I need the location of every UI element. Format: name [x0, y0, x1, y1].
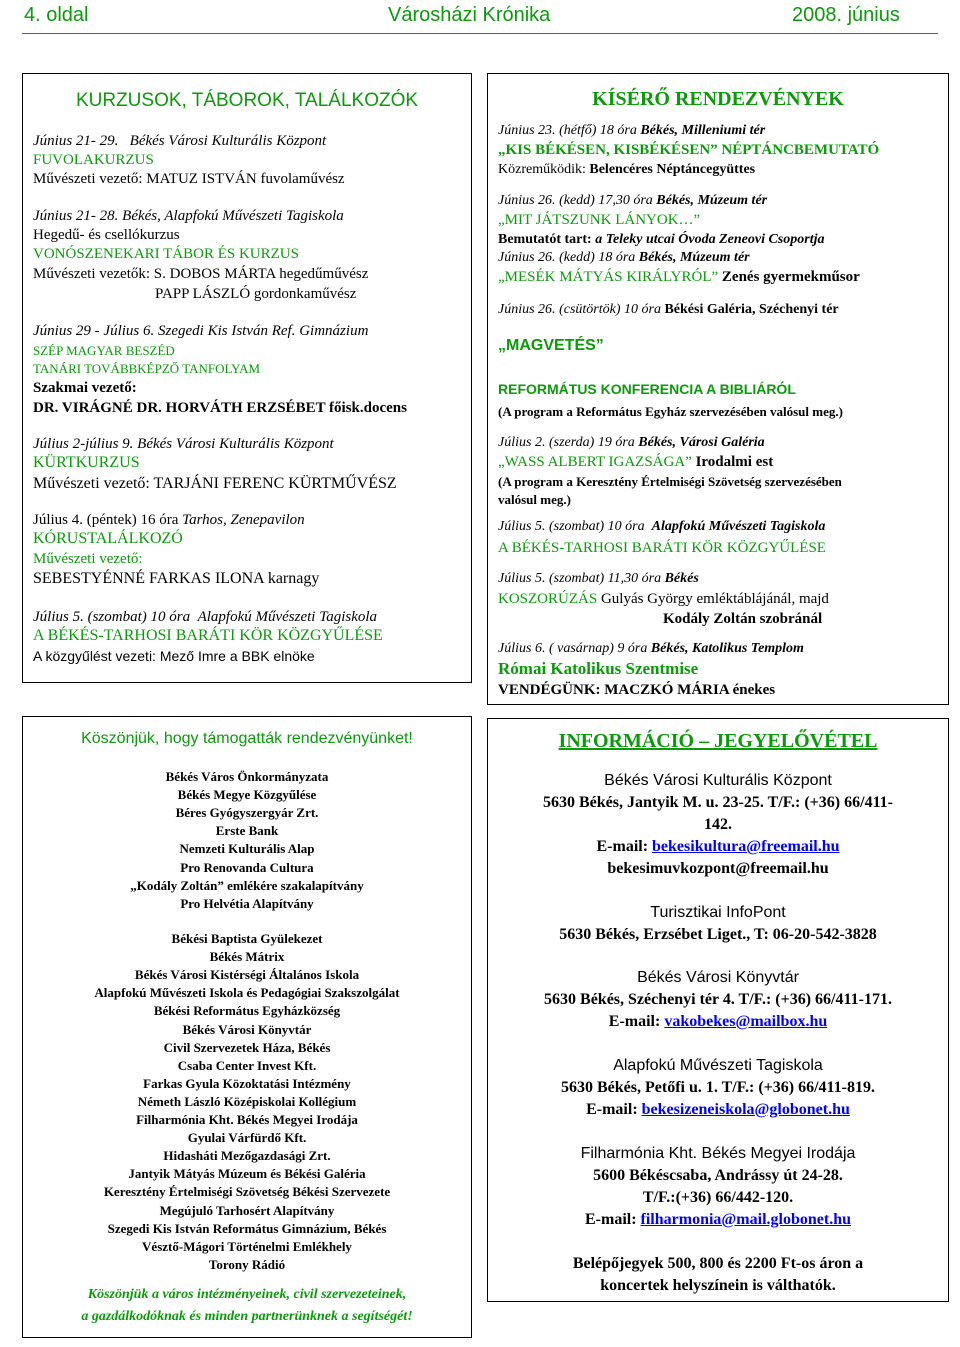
- sponsor-item: Jantyik Mátyás Múzeum és Békési Galéria: [128, 1166, 366, 1182]
- email-link[interactable]: bekesizeneiskola@globonet.hu: [641, 1101, 850, 1118]
- event-name: KOSZORÚZÁS Gulyás György emléktáblájánál, majd: [498, 591, 829, 607]
- event-name: „MIT JÁTSZUNK LÁNYOK…”: [498, 212, 701, 228]
- event-name: „MESÉK MÁTYÁS KIRÁLYRÓL” Zenés gyermekműsor: [498, 269, 860, 285]
- event-item: Június 26. (csütörtök) 10 óra Békési Galéria, Széchenyi tér: [498, 302, 839, 317]
- org-address: T/F.:(+36) 66/442-120.: [642, 1189, 794, 1206]
- org-address: 5600 Békéscsaba, Andrássy út 24-28.: [593, 1167, 843, 1184]
- event-name: „MAGVETÉS”: [498, 337, 604, 354]
- event-note: (A program a Református Egyház szervezésében valósul meg.): [498, 404, 843, 419]
- courses-title: KURZUSOK, TÁBOROK, TALÁLKOZÓK: [75, 90, 419, 111]
- org-address: 5630 Békés, Széchenyi tér 4. T/F.: (+36) 66/411-171.: [544, 991, 892, 1008]
- sponsor-item: Erste Bank: [215, 823, 279, 839]
- course-item: Július 2-július 9. Békés Városi Kulturális Központ: [33, 436, 334, 452]
- sponsor-item: Pro Helvétia Alapítvány: [180, 895, 314, 911]
- course-item: Június 29 - Július 6. Szegedi Kis István Ref. Gimnázium: [33, 323, 369, 339]
- sponsor-item: Megújuló Tarhosért Alapítvány: [159, 1202, 335, 1218]
- sponsor-item: Szegedi Kis István Református Gimnázium, Békés: [107, 1220, 387, 1236]
- org-email: E-mail: filharmonia@mail.globonet.hu: [584, 1211, 851, 1228]
- course-leader: Művészeti vezetők: S. DOBOS MÁRTA hegedűművész: [33, 266, 369, 282]
- sponsor-item: Békés Városi Kistérségi Általános Iskola: [134, 967, 360, 983]
- event-name: A BÉKÉS-TARHOSI BARÁTI KÖR KÖZGYŰLÉSE: [498, 540, 826, 556]
- org-name: Filharmónia Kht. Békés Megyei Irodája: [580, 1145, 856, 1162]
- sponsor-item: Békés Város Önkormányzata: [165, 769, 329, 784]
- side-events-box: [487, 73, 949, 705]
- sponsor-item: „Kodály Zoltán” emlékére szakalapítvány: [130, 877, 364, 893]
- sponsor-item: Alapfokú Művészeti Iskola és Pedagógiai Szakszolgálat: [94, 985, 400, 1001]
- course-leader: DR. VIRÁGNÉ DR. HORVÁTH ERZSÉBET főisk.docens: [33, 400, 407, 416]
- event-subtitle: REFORMÁTUS KONFERENCIA A BIBLIÁRÓL: [498, 381, 796, 397]
- course-name: A BÉKÉS-TARHOSI BARÁTI KÖR KÖZGYŰLÉSE: [33, 627, 383, 644]
- sponsor-item: Békési Baptista Gyülekezet: [171, 931, 323, 946]
- event-name: Római Katolikus Szentmise: [498, 659, 699, 678]
- sponsor-item: Pro Renovanda Cultura: [180, 859, 314, 875]
- event-note: valósul meg.): [498, 492, 571, 507]
- course-name: SZÉP MAGYAR BESZÉD: [33, 343, 175, 358]
- sponsor-item: Németh László Középiskolai Kollégium: [137, 1093, 357, 1109]
- sponsor-item: Nemzeti Kulturális Alap: [179, 841, 315, 857]
- event-item: Június 26. (kedd) 17,30 óra Békés, Múzeum tér: [498, 193, 768, 208]
- sponsor-item: Békés Megye Közgyűlése: [177, 787, 317, 803]
- org-email: E-mail: vakobekes@mailbox.hu: [608, 1013, 828, 1030]
- event-note: Bemutatót tart: a Teleky utcai Óvoda Zeneovi Csoportja: [498, 232, 825, 247]
- event-note: Kodály Zoltán szobránál: [663, 611, 823, 627]
- org-address: 5630 Békés, Petőfi u. 1. T/F.: (+36) 66/411-819.: [561, 1079, 875, 1096]
- org-name: Békés Városi Kulturális Központ: [604, 772, 832, 789]
- org-name: Békés Városi Könyvtár: [637, 969, 799, 986]
- email-link[interactable]: bekesikultura@freemail.hu: [652, 838, 840, 855]
- course-name: KÓRUSTALÁLKOZÓ: [33, 530, 183, 547]
- event-note: VENDÉGÜNK: MACZKÓ MÁRIA énekes: [498, 682, 776, 698]
- event-name: „WASS ALBERT IGAZSÁGA” Irodalmi est: [498, 454, 774, 470]
- sponsor-item: Farkas Gyula Közoktatási Intézmény: [143, 1075, 351, 1091]
- info-title: INFORMÁCIÓ – JEGYELŐVÉTEL: [558, 730, 878, 752]
- course-leader: Művészeti vezető: MATUZ ISTVÁN fuvolaművész: [33, 171, 345, 187]
- page-number: 4. oldal: [24, 4, 89, 26]
- header-divider: [22, 33, 938, 34]
- sponsor-item: Békés Városi Könyvtár: [182, 1021, 312, 1037]
- course-name: VONÓSZENEKARI TÁBOR ÉS KURZUS: [33, 246, 299, 262]
- event-item: Július 5. (szombat) 10 óra Alapfokú Művészeti Tagiskola: [498, 519, 826, 534]
- event-note: Közreműködik: Belencéres Néptáncegyüttes: [498, 162, 756, 177]
- publication-title: Városházi Krónika: [388, 4, 551, 26]
- sponsor-item: Gyulai Várfürdő Kft.: [187, 1130, 307, 1146]
- sponsor-item: Filharmónia Kht. Békés Megyei Irodája: [136, 1112, 358, 1127]
- sponsors-footer: Köszönjük a város intézményeinek, civil szervezeteinek,: [87, 1287, 407, 1302]
- event-item: Június 23. (hétfő) 18 óra Békés, Milleniumi tér: [498, 123, 766, 138]
- course-leader-label: Szakmai vezető:: [33, 380, 137, 396]
- org-name: Turisztikai InfoPont: [650, 904, 786, 921]
- course-item: Június 21- 29. Békés Városi Kulturális Központ: [33, 133, 327, 149]
- sponsors-title: Köszönjük, hogy támogatták rendezvényünket!: [81, 730, 413, 747]
- course-subtitle: Hegedű- és csellókurzus: [33, 227, 180, 243]
- sponsor-item: Vésztő-Mágori Történelmi Emlékhely: [142, 1238, 352, 1254]
- course-name: FUVOLAKURZUS: [33, 152, 154, 168]
- event-note: (A program a Keresztény Értelmiségi Szövetség szervezésében: [498, 474, 842, 489]
- course-item: Július 4. (péntek) 16 óra Tarhos, Zenepavilon: [33, 512, 305, 528]
- org-address: 142.: [704, 816, 732, 833]
- course-leader: PAPP LÁSZLÓ gordonkaművész: [155, 286, 357, 302]
- org-email: bekesimuvkozpont@freemail.hu: [607, 860, 829, 877]
- course-name: TANÁRI TOVÁBBKÉPZŐ TANFOLYAM: [33, 361, 261, 376]
- org-address: 5630 Békés, Jantyik M. u. 23-25. T/F.: (+36) 66/411-: [542, 794, 894, 811]
- sponsor-item: Békés Mátrix: [209, 949, 285, 965]
- course-leader-label: Művészeti vezető:: [33, 551, 143, 567]
- sponsor-item: Civil Szervezetek Háza, Békés: [163, 1039, 331, 1055]
- org-email: E-mail: bekesikultura@freemail.hu: [596, 838, 840, 855]
- org-email: E-mail: bekesizeneiskola@globonet.hu: [586, 1101, 850, 1118]
- sponsor-item: Keresztény Értelmiségi Szövetség Békési Szervezete: [103, 1184, 391, 1200]
- org-name: Alapfokú Művészeti Tagiskola: [613, 1057, 823, 1074]
- tickets-note: koncertek helyszínein is válthatók.: [600, 1277, 836, 1294]
- course-name: KÜRTKURZUS: [33, 454, 140, 471]
- org-address: 5630 Békés, Erzsébet Liget., T: 06-20-542-3828: [559, 926, 877, 943]
- sponsor-item: Hidasháti Mezőgazdasági Zrt.: [163, 1148, 331, 1164]
- course-leader: SEBESTYÉNNÉ FARKAS ILONA karnagy: [33, 570, 320, 587]
- sponsor-item: Csaba Center Invest Kft.: [177, 1057, 317, 1073]
- event-item: Június 26. (kedd) 18 óra Békés, Múzeum tér: [498, 250, 750, 265]
- event-name: „KIS BÉKÉSEN, KISBÉKÉSEN” NÉPTÁNCBEMUTATÓ: [498, 142, 880, 158]
- course-note: A közgyűlést vezeti: Mező Imre a BBK elnöke: [33, 648, 315, 664]
- event-item: Július 2. (szerda) 19 óra Békés, Városi Galéria: [498, 435, 765, 450]
- event-item: Július 6. ( vasárnap) 9 óra Békés, Katolikus Templom: [498, 641, 804, 656]
- sponsor-item: Torony Rádió: [208, 1256, 286, 1272]
- issue-date: 2008. június: [792, 4, 900, 26]
- course-item: Június 21- 28. Békés, Alapfokú Művészeti Tagiskola: [33, 208, 344, 224]
- courses-box: [22, 73, 472, 683]
- tickets-note: Belépőjegyek 500, 800 és 2200 Ft-os áron a: [572, 1255, 864, 1272]
- email-link[interactable]: vakobekes@mailbox.hu: [664, 1013, 828, 1030]
- event-item: Július 5. (szombat) 11,30 óra Békés: [498, 571, 699, 586]
- email-link[interactable]: filharmonia@mail.globonet.hu: [640, 1211, 851, 1228]
- page-header: [0, 0, 960, 34]
- sponsor-item: Békési Református Egyházközség: [153, 1003, 341, 1019]
- course-leader: Művészeti vezető: TARJÁNI FERENC KÜRTMŰVÉSZ: [33, 475, 397, 492]
- side-events-title: KÍSÉRŐ RENDEZVÉNYEK: [592, 88, 844, 110]
- sponsor-item: Béres Gyógyszergyár Zrt.: [175, 805, 319, 821]
- info-box: [487, 718, 949, 1302]
- course-item: Július 5. (szombat) 10 óra Alapfokú Művészeti Tagiskola: [33, 609, 378, 625]
- sponsors-box: [22, 716, 472, 1338]
- sponsors-footer: a gazdálkodóknak és minden partnerünknek a segítségét!: [81, 1309, 413, 1324]
